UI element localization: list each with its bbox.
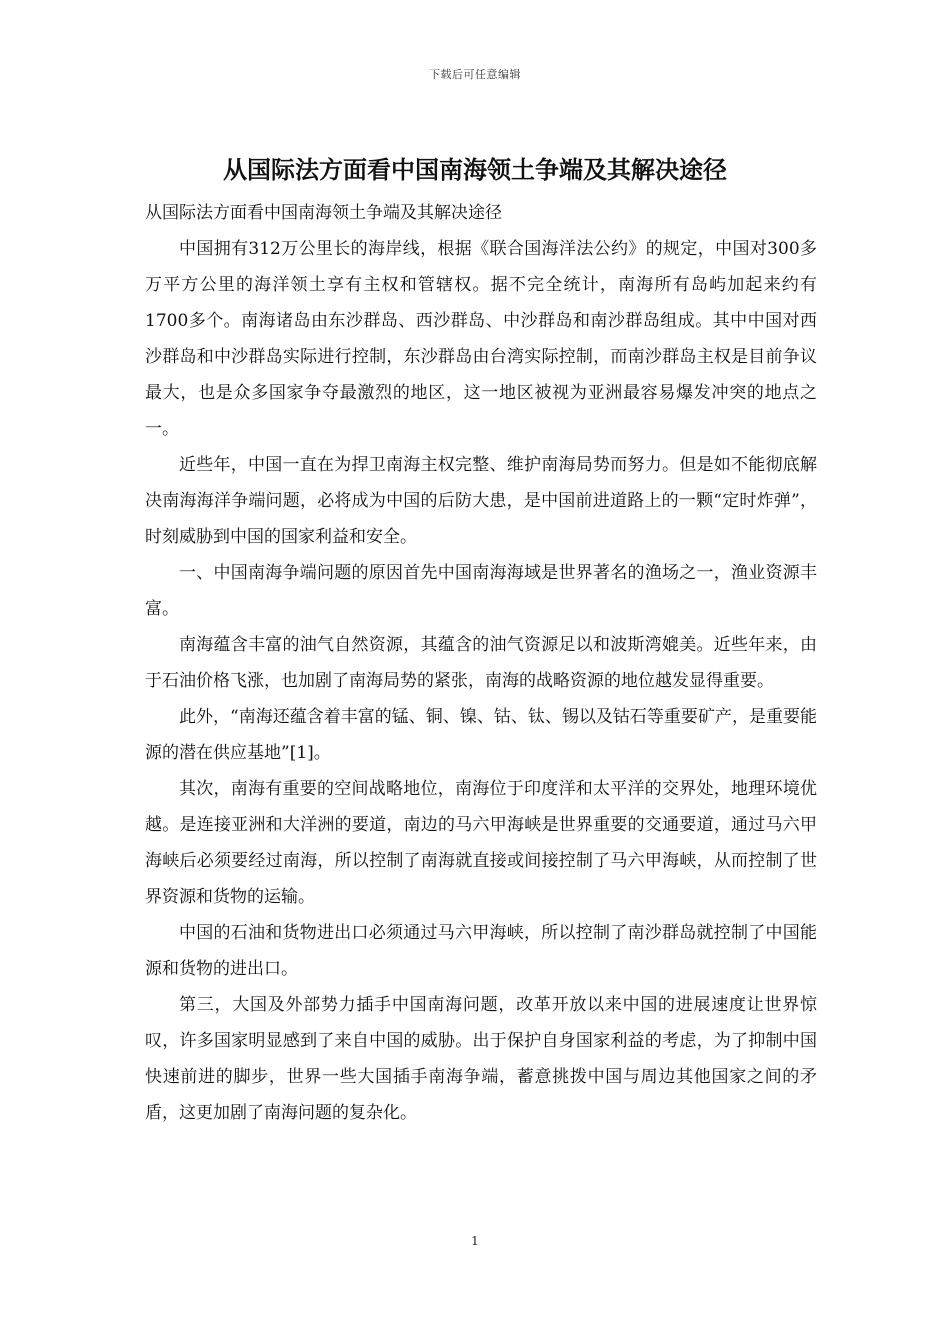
page-header-note: 下载后可任意编辑 xyxy=(429,68,521,81)
paragraph: 近些年，中国一直在为捍卫南海主权完整、维护南海局势而努力。但是如不能彻底解决南海海洋争端问题，必将成为中国的后防大患，是中国前进道路上的一颗“定时炸弹”，时刻威胁到中国的国家利益和安全。 xyxy=(145,455,817,547)
paragraph: 一、中国南海争端问题的原因首先中国南海海域是世界著名的渔场之一，渔业资源丰富。 xyxy=(145,563,817,619)
paragraph: 其次，南海有重要的空间战略地位，南海位于印度洋和太平洋的交界处，地理环境优越。是连接亚洲和大洋洲的要道，南边的马六甲海峡是世界重要的交通要道，通过马六甲海峡后必须要经过南海，所以控制了南海就直接或间接控制了马六甲海峡，从而控制了世界资源和货物的运输。 xyxy=(145,779,817,907)
paragraph: 第三，大国及外部势力插手中国南海问题，改革开放以来中国的进展速度让世界惊叹，许多国家明显感到了来自中国的威胁。出于保护自身国家利益的考虑，为了抑制中国快速前进的脚步，世界一些大国插手南海争端，蓄意挑拨中国与周边其他国家之间的矛盾，这更加剧了南海问题的复杂化。 xyxy=(145,995,817,1123)
page-number: 1 xyxy=(471,1234,479,1248)
paragraph: 中国的石油和货物进出口必须通过马六甲海峡，所以控制了南沙群岛就控制了中国能源和货物的进出口。 xyxy=(145,923,817,979)
document-title: 从国际法方面看中国南海领土争端及其解决途径 xyxy=(223,155,727,184)
paragraph: 中国拥有312万公里长的海岸线，根据《联合国海洋法公约》的规定，中国对300多万平方公里的海洋领土享有主权和管辖权。据不完全统计，南海所有岛屿加起来约有1700多个。南海诸岛由东沙群岛、西沙群岛、中沙群岛和南沙群岛组成。其中中国对西沙群岛和中沙群岛实际进行控制，东沙群岛由台湾实际控制，而南沙群岛主权是目前争议最大，也是众多国家争夺最激烈的地区，这一地区被视为亚洲最容易爆发冲突的地点之一。 xyxy=(145,239,817,439)
document-body xyxy=(145,195,817,1131)
paragraph: 南海蕴含丰富的油气自然资源，其蕴含的油气资源足以和波斯湾媲美。近些年来，由于石油价格飞涨，也加剧了南海局势的紧张，南海的战略资源的地位越发显得重要。 xyxy=(145,635,817,691)
document-subtitle: 从国际法方面看中国南海领土争端及其解决途径 xyxy=(145,203,502,223)
paragraph: 此外，“南海还蕴含着丰富的锰、铜、镍、钴、钛、锡以及钴石等重要矿产，是重要能源的潜在供应基地”[1]。 xyxy=(145,707,817,763)
